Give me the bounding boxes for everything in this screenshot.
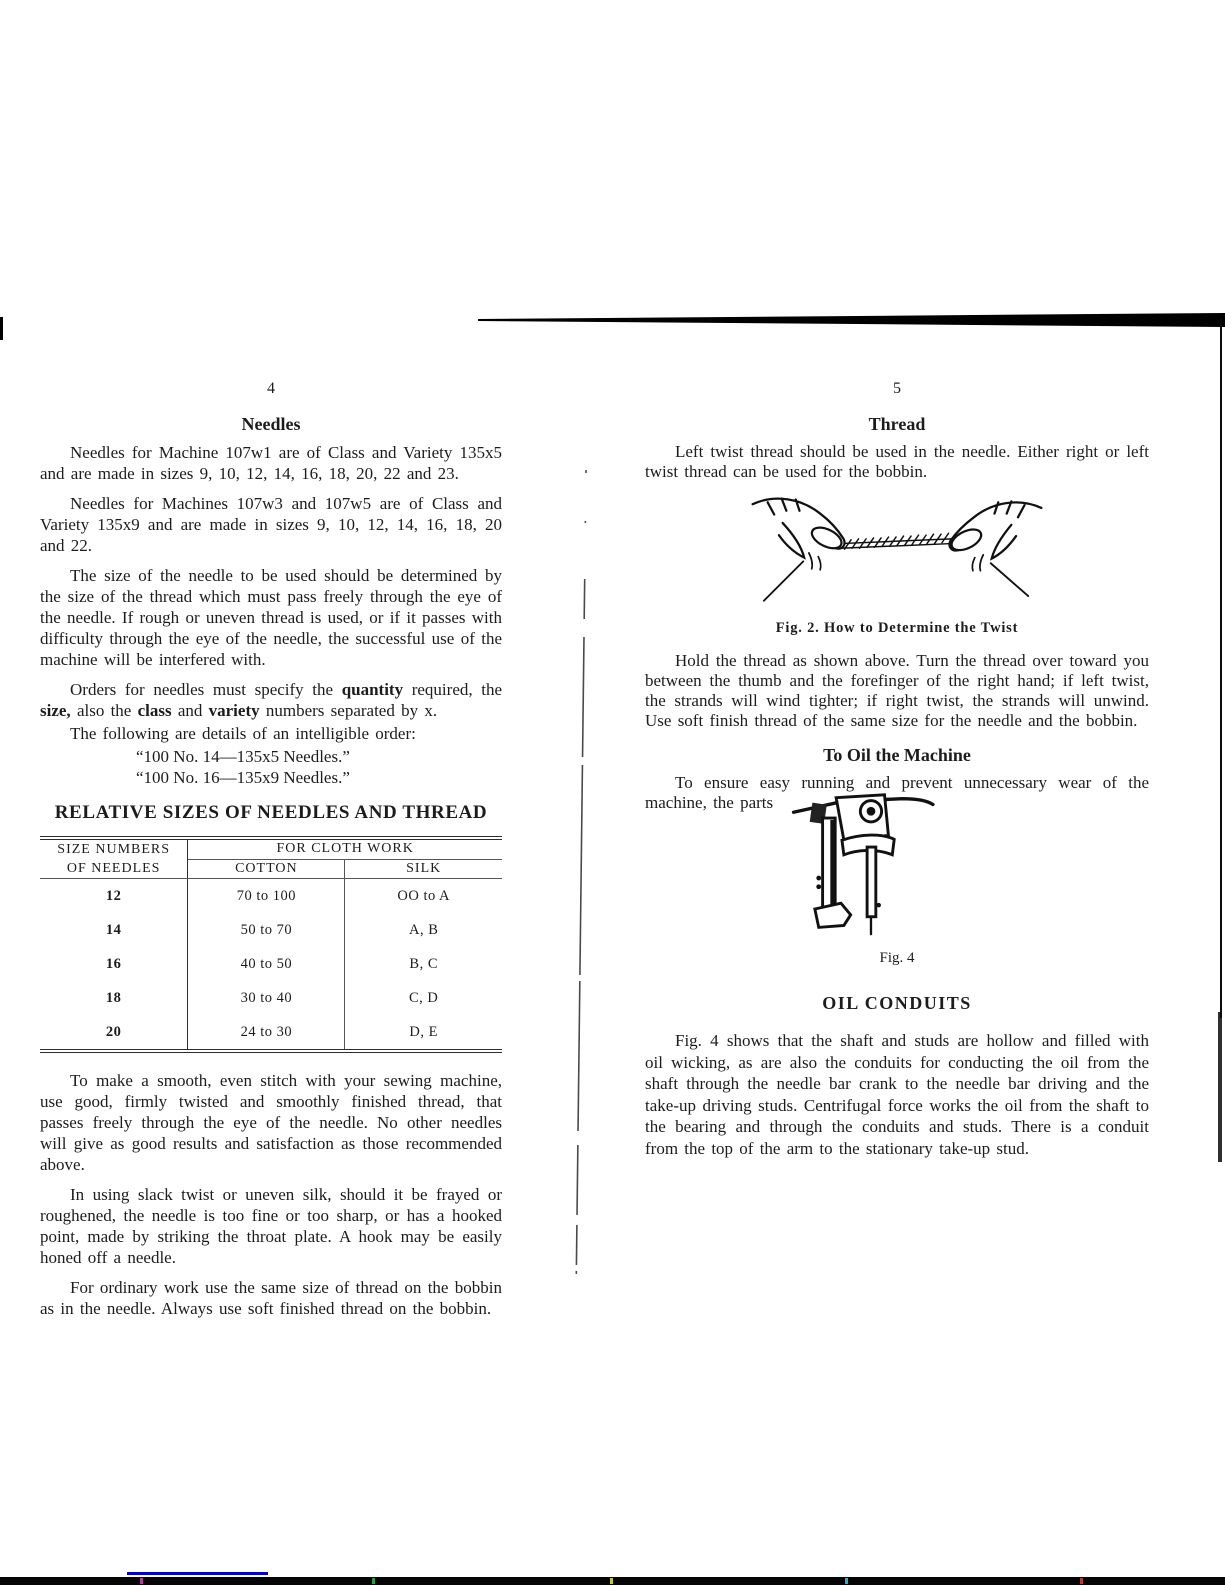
orders-bold-variety: variety: [208, 701, 260, 720]
table-row: [40, 947, 502, 981]
needles-para-2: Needles for Machines 107w3 and 107w5 are of Class and Variety 135x9 and are made in sizes 9, 10, 12, 14, 16, 18, 20 and 22.: [40, 494, 502, 555]
fig4-caption: Fig. 4: [879, 950, 915, 966]
oil-machine-heading: To Oil the Machine: [823, 745, 971, 765]
scan-noise: [845, 1578, 848, 1584]
scan-right-edge-line-lower: [1218, 1012, 1222, 1162]
scan-noise: [140, 1578, 143, 1584]
orders-segment: required, the: [403, 680, 502, 699]
scan-noise: [1080, 1578, 1083, 1584]
cell-silk: A, B: [409, 922, 439, 938]
needles-heading: Needles: [241, 414, 301, 434]
scan-top-bar: [478, 313, 1225, 329]
scan-edge-mark: [0, 317, 3, 340]
order-example-2: “100 No. 16—135x9 Needles.”: [136, 768, 350, 787]
thread-para-1: Left twist thread should be used in the needle. Either right or left twist thread can be used for the bobbin.: [645, 442, 1149, 481]
oil-machine-paragraph: To ensure easy running and prevent unnecessary wear of the machine, the parts: [645, 773, 1149, 812]
fig2-caption: Fig. 2. How to Determine the Twist: [775, 620, 1019, 636]
cell-size: 16: [40, 947, 188, 981]
left-page: [40, 380, 502, 1328]
scan-noise: [372, 1578, 375, 1584]
orders-bold-class: class: [137, 701, 172, 720]
thread-heading: Thread: [868, 414, 926, 434]
cell-size: 14: [40, 913, 188, 947]
needles-para-3: The size of the needle to be used should be determined by the size of the thread which must pass freely through the eye of the needle. If rough or uneven thread is used, or if it passes with difficulty through the eye of the needle, the successful use of the machine will be interfered with.: [40, 566, 502, 669]
table-row: [40, 879, 502, 914]
slack-twist-paragraph: In using slack twist or uneven silk, should it be frayed or roughened, the needle is too fine or too sharp, or has a hooked point, made by striking the throat plate. A hook may be easily honed off a needle.: [40, 1185, 502, 1267]
scan-noise: [610, 1578, 613, 1584]
cell-silk: B, C: [409, 956, 438, 972]
page-number-left: 4: [267, 380, 275, 397]
orders-segment: Orders for needles must specify the: [70, 680, 342, 699]
cell-silk: OO to A: [397, 888, 451, 904]
scan-right-edge-line: [1220, 318, 1222, 1018]
book-gutter-shadow: [566, 455, 592, 1315]
col-header-cotton: COTTON: [188, 859, 345, 878]
cell-size: 20: [40, 1015, 188, 1051]
cell-cotton: 50 to 70: [188, 913, 345, 947]
scan-bottom-bar: [0, 1577, 1225, 1585]
relative-sizes-heading: RELATIVE SIZES OF NEEDLES AND THREAD: [54, 802, 488, 823]
ordinary-work-paragraph: For ordinary work use the same size of thread on the bobbin as in the needle. Always use soft finished thread on the bobbin.: [40, 1278, 502, 1318]
orders-segment: numbers separated by x.: [259, 701, 438, 720]
cell-cotton: 24 to 30: [188, 1015, 345, 1051]
orders-bold-quantity: quantity: [341, 680, 404, 699]
table-header-row: [40, 838, 502, 859]
order-example-1: “100 No. 14—135x5 Needles.”: [136, 747, 350, 766]
cell-size: 18: [40, 981, 188, 1015]
fig4-needle-bar-illustration: [783, 789, 958, 944]
orders-segment: and: [171, 701, 209, 720]
intelligible-order-line: The following are details of an intelligible order:: [70, 724, 416, 743]
smooth-stitch-paragraph: To make a smooth, even stitch with your sewing machine, use good, firmly twisted and smoothly finished thread, that passes freely through the eye of the needle. No other needles will give as good results and satisfaction as those recommended above.: [40, 1071, 502, 1174]
cell-cotton: 70 to 100: [188, 879, 345, 914]
orders-paragraph: [40, 679, 502, 721]
scan-blue-line: [127, 1572, 268, 1575]
page-number-right: 5: [893, 380, 901, 397]
cell-silk: D, E: [409, 1024, 438, 1040]
thread-para-2: Hold the thread as shown above. Turn the thread over toward you between the thumb and the forefinger of the right hand; if left twist, the strands will wind tighter; if right twist, the strands will unwind. Use soft finish thread of the same size for the needle and the bobbin.: [645, 651, 1149, 730]
oil-conduits-heading: OIL CONDUITS: [822, 993, 972, 1013]
orders-bold-size: size,: [40, 701, 71, 720]
col-header-line: OF NEEDLES: [66, 861, 161, 876]
cell-size: 12: [40, 879, 188, 914]
col-header-size-numbers: [40, 838, 188, 879]
fig2-hands-illustration: [645, 491, 1149, 618]
cell-silk: C, D: [409, 990, 439, 1006]
cell-cotton: 40 to 50: [188, 947, 345, 981]
table-row: [40, 1015, 502, 1051]
group-header-cloth-work: FOR CLOTH WORK: [188, 838, 502, 859]
table-row: [40, 913, 502, 947]
right-page: [645, 380, 1149, 1168]
oil-conduits-paragraph: Fig. 4 shows that the shaft and studs are hollow and filled with oil wicking, as are also the conduits for conducting the oil from the shaft through the needle bar crank to the needle bar driving and the take-up driving studs. Centrifugal force works the oil from the shaft to the bearing and through the conduits and studs. There is a conduit from the top of the arm to the stationary take-up stud.: [645, 1031, 1149, 1158]
needles-para-1: Needles for Machine 107w1 are of Class and Variety 135x5 and are made in sizes 9, 10, 12, 14, 16, 18, 20, 22 and 23.: [40, 443, 502, 483]
needle-thread-table: [40, 836, 502, 1053]
table-row: [40, 981, 502, 1015]
col-header-silk: SILK: [345, 859, 502, 878]
col-header-line: SIZE NUMBERS: [57, 842, 171, 857]
orders-segment: also the: [70, 701, 138, 720]
cell-cotton: 30 to 40: [188, 981, 345, 1015]
